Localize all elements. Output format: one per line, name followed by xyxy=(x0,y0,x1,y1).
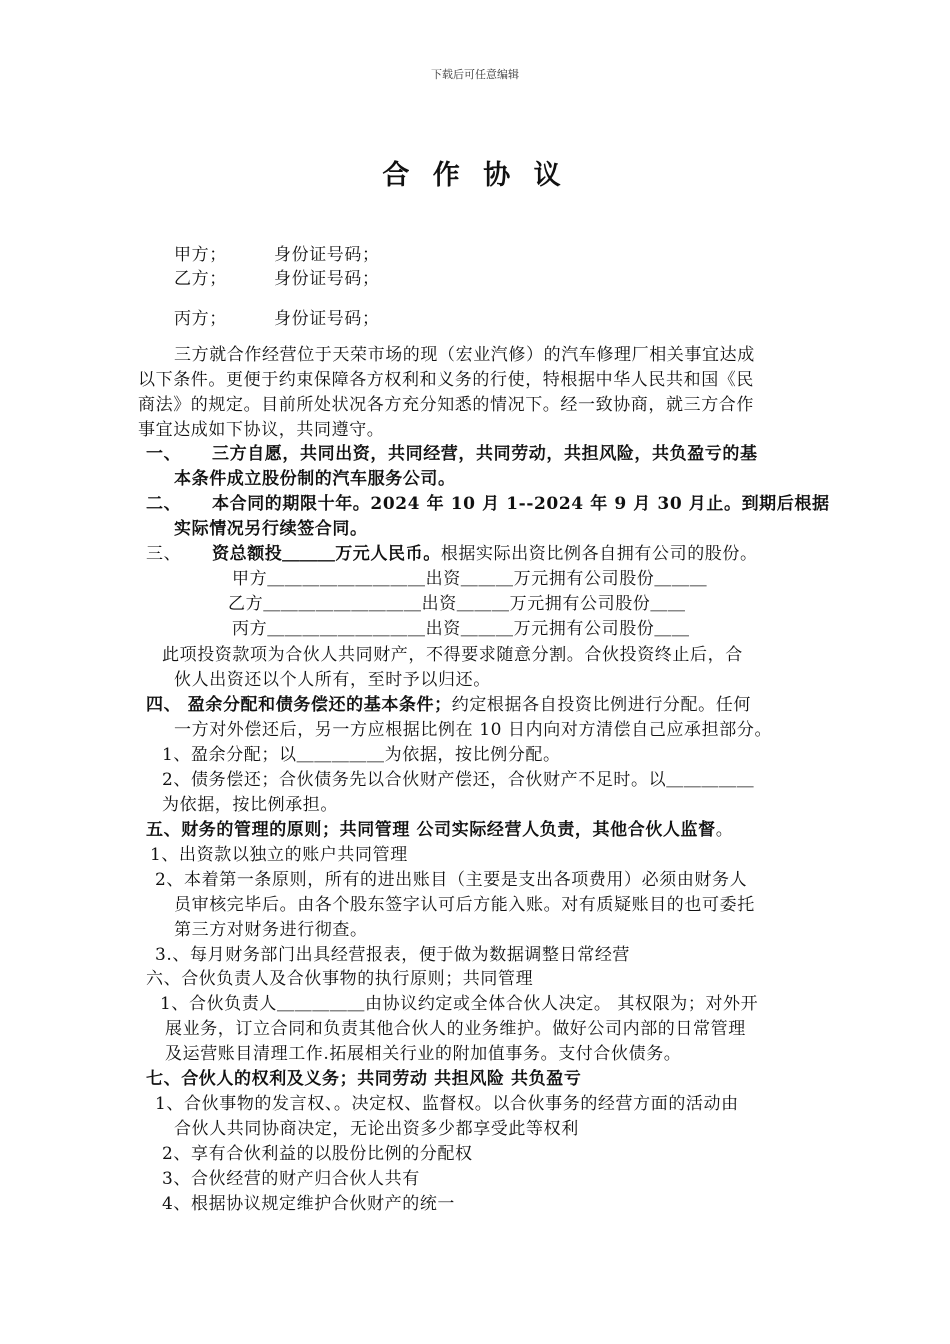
section-4-text: 约定根据各自投资比例进行分配。任何 xyxy=(451,695,751,715)
section-5-title: 五、财务的管理的原则；共同管理 公司实际经营人负责，其他合伙人监督 xyxy=(146,820,716,840)
intro-line: 三方就合作经营位于天荣市场的现（宏业汽修）的汽车修理厂相关事宜达成 xyxy=(174,345,755,365)
section-5-item: 2、本着第一条原则，所有的进出账目（主要是支出各项费用）必须由财务人 xyxy=(155,870,748,890)
section-3-number: 三、 xyxy=(146,544,182,564)
section-5-item: 员审核完毕后。由各个股东签字认可后方能入账。对有质疑账目的也可委托 xyxy=(174,895,755,915)
page-header: 下载后可任意编辑 xyxy=(431,68,519,81)
investment-note-line: 此项投资款项为合伙人共同财产，不得要求随意分割。合伙投资终止后，合 xyxy=(162,645,743,665)
section-5-item: 3.、每月财务部门出具经营报表，便于做为数据调整日常经营 xyxy=(155,945,631,965)
section-4-item: 2、债务偿还；合伙债务先以合伙财产偿还，合伙财产不足时。以＿＿＿＿＿ xyxy=(162,770,755,790)
section-4-item: 1、盈余分配；以＿＿＿＿＿为依据，按比例分配。 xyxy=(162,745,561,765)
section-4-title: 四、 盈余分配和债务偿还的基本条件； xyxy=(146,695,452,715)
section-7-item: 4、根据协议规定维护合伙财产的统一 xyxy=(162,1194,456,1214)
section-1-number: 一、 xyxy=(146,444,182,464)
intro-line: 以下条件。更便于约束保障各方权利和义务的行使，特根据中华人民共和国《民 xyxy=(138,370,754,390)
section-3-text: 根据实际出资比例各自拥有公司的股份。 xyxy=(440,544,758,564)
section-5-item: 1、出资款以独立的账户共同管理 xyxy=(150,845,408,865)
section-1-line: 本条件成立股份制的汽车服务公司。 xyxy=(174,469,456,489)
section-4-line: 一方对外偿还后，另一方应根据比例在 10 日内向对方清偿自己应承担部分。 xyxy=(174,720,773,740)
section-5-title-line xyxy=(146,818,733,842)
section-6-title: 六、合伙负责人及合伙事物的执行原则；共同管理 xyxy=(146,969,534,989)
section-6-item: 及运营账目清理工作.拓展相关行业的附加值事务。支付合伙债务。 xyxy=(165,1044,682,1064)
party-a-label: 甲方； xyxy=(174,245,227,265)
share-line-b: 乙方＿＿＿＿＿＿＿＿＿出资＿＿＿万元拥有公司股份＿＿ xyxy=(228,594,686,614)
document-title: 合 作 协 议 xyxy=(382,160,568,191)
intro-line: 事宜达成如下协议，共同遵守。 xyxy=(138,420,385,440)
section-2-number: 二、 xyxy=(146,494,182,514)
section-5-title-end: 。 xyxy=(715,820,734,840)
section-4-item: 为依据，按比例承担。 xyxy=(162,795,338,815)
section-3-bold-text: 资总额投＿＿＿万元人民币。 xyxy=(212,544,441,564)
party-a-id-label: 身份证号码； xyxy=(274,245,380,265)
section-7-item: 1、合伙事物的发言权、。决定权、监督权。以合伙事务的经营方面的活动由 xyxy=(155,1094,739,1114)
intro-line: 商法》的规定。目前所处状况各方充分知悉的情况下。经一致协商，就三方合作 xyxy=(138,395,754,415)
section-7-item: 2、享有合伙利益的以股份比例的分配权 xyxy=(162,1144,473,1164)
section-4-line xyxy=(146,693,751,717)
investment-note-line: 伙人出资还以个人所有，至时予以归还。 xyxy=(174,670,491,690)
party-b-id-label: 身份证号码； xyxy=(274,269,380,289)
section-7-title: 七、合伙人的权利及义务；共同劳动 共担风险 共负盈亏 xyxy=(146,1069,582,1089)
section-2-line: 实际情况另行续签合同。 xyxy=(174,519,368,539)
section-7-item: 合伙人共同协商决定，无论出资多少都享受此等权利 xyxy=(174,1119,579,1139)
section-5-item: 第三方对财务进行彻查。 xyxy=(174,920,368,940)
section-2-line: 本合同的期限十年。2024 年 10 月 1--2024 年 9 月 30 月止。到期后根据 xyxy=(212,494,830,514)
section-7-item: 3、合伙经营的财产归合伙人共有 xyxy=(162,1169,420,1189)
section-6-item: 展业务，订立合同和负责其他合伙人的业务维护。做好公司内部的日常管理 xyxy=(165,1019,746,1039)
share-line-c: 丙方＿＿＿＿＿＿＿＿＿出资＿＿＿万元拥有公司股份＿＿ xyxy=(232,619,690,639)
party-b-label: 乙方； xyxy=(174,269,227,289)
section-3-line xyxy=(212,542,758,566)
party-c-label: 丙方； xyxy=(174,309,227,329)
section-1-line: 三方自愿，共同出资，共同经营，共同劳动，共担风险，共负盈亏的基 xyxy=(212,444,758,464)
party-c-id-label: 身份证号码； xyxy=(274,309,380,329)
share-line-a: 甲方＿＿＿＿＿＿＿＿＿出资＿＿＿万元拥有公司股份＿＿＿ xyxy=(232,569,708,589)
section-6-item: 1、合伙负责人＿＿＿＿＿由协议约定或全体合伙人决定。 其权限为；对外开 xyxy=(160,994,759,1014)
